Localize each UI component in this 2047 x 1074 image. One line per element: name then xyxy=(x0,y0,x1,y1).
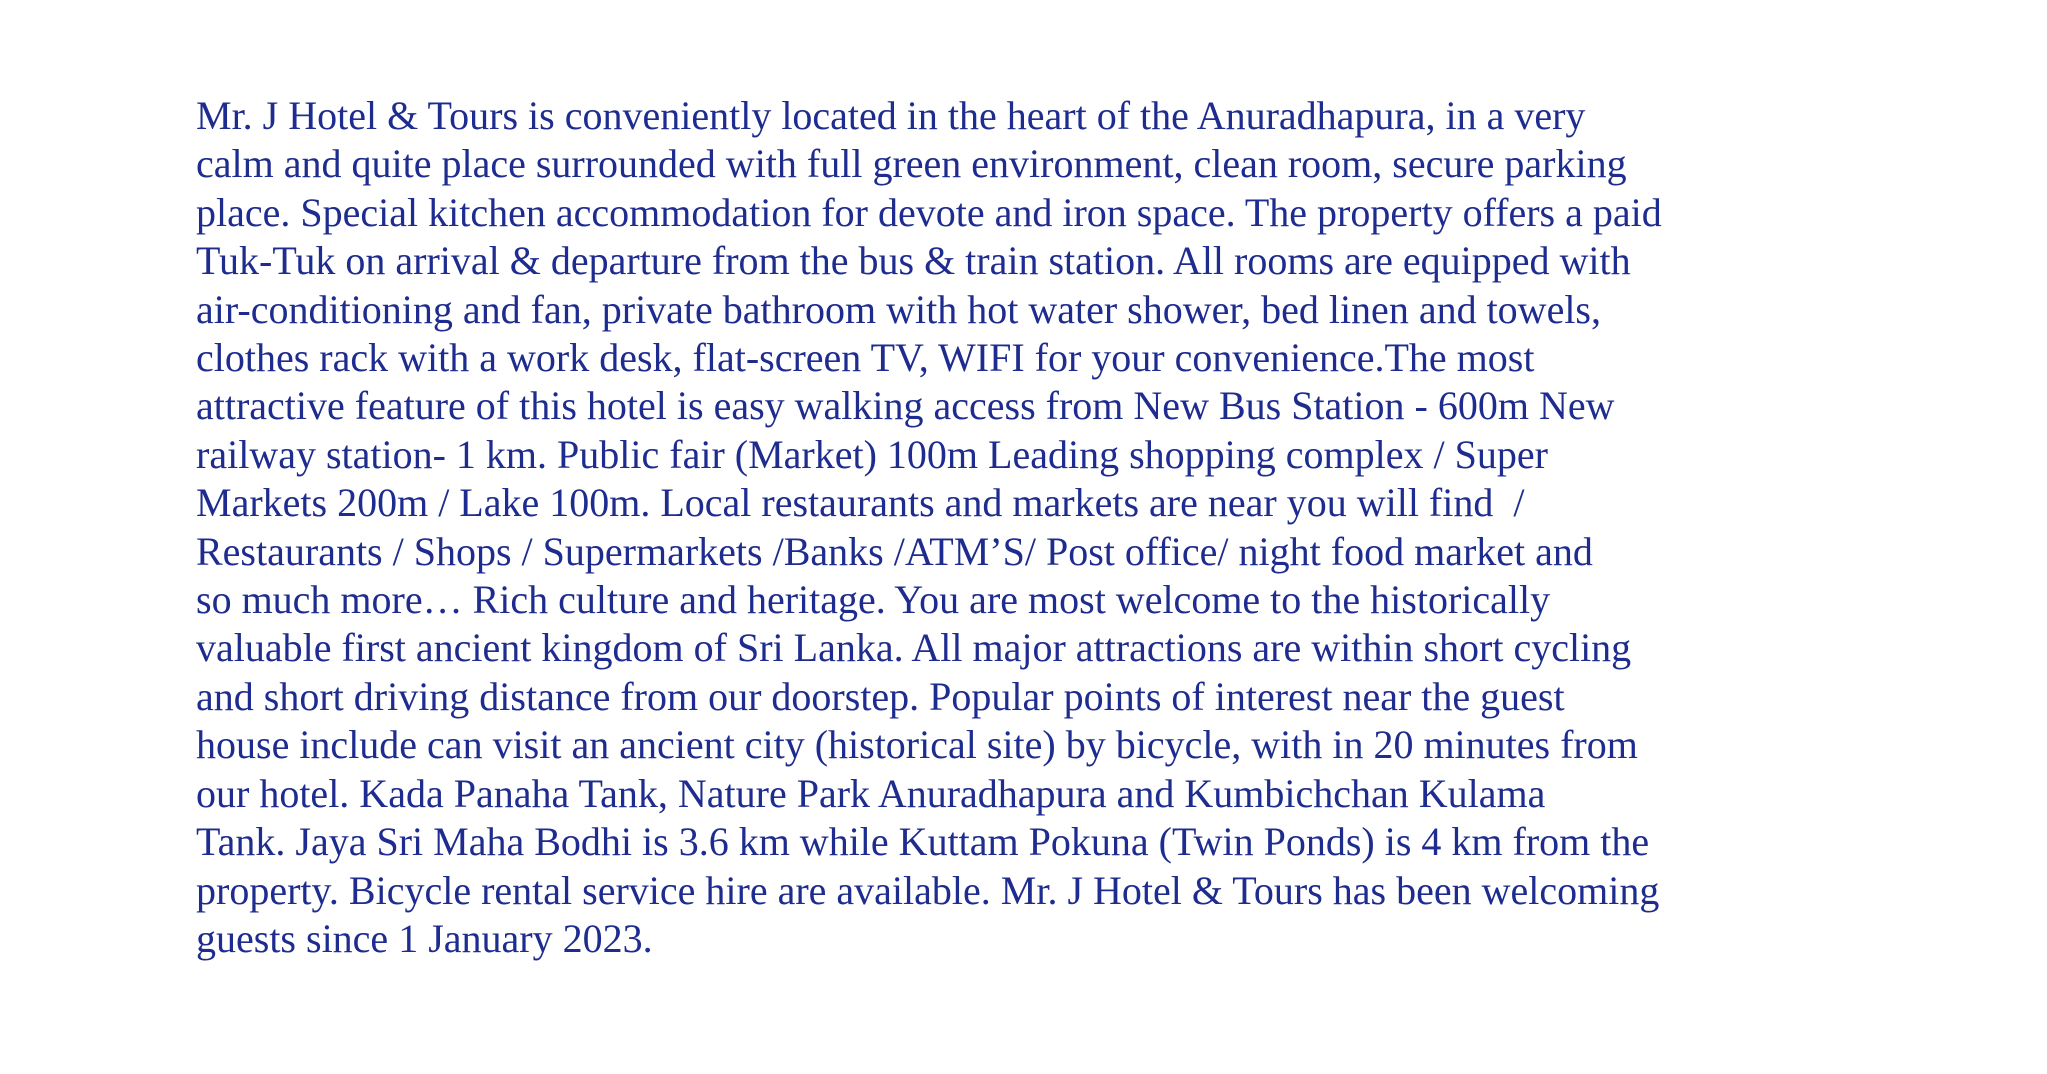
paragraph-line: Tuk-Tuk on arrival & departure from the bus & train station. All rooms are equipped with xyxy=(196,238,1631,284)
paragraph-line: place. Special kitchen accommodation for devote and iron space. The property offers a paid xyxy=(196,189,1662,235)
hotel-description-paragraph xyxy=(196,92,1896,963)
paragraph-line: Tank. Jaya Sri Maha Bodhi is 3.6 km while Kuttam Pokuna (Twin Ponds) is 4 km from the xyxy=(196,819,1650,865)
paragraph-line: Restaurants / Shops / Supermarkets /Banks /ATM’S/ Post office/ night food market and xyxy=(196,528,1593,574)
paragraph-line: valuable first ancient kingdom of Sri Lanka. All major attractions are within short cycling xyxy=(196,625,1632,671)
paragraph-line: and short driving distance from our doorstep. Popular points of interest near the guest xyxy=(196,673,1565,719)
paragraph-line: railway station- 1 km. Public fair (Market) 100m Leading shopping complex / Super xyxy=(196,431,1548,477)
paragraph-line: so much more… Rich culture and heritage. You are most welcome to the historically xyxy=(196,577,1551,623)
paragraph-line: attractive feature of this hotel is easy walking access from New Bus Station - 600m New xyxy=(196,383,1615,429)
paragraph-line: house include can visit an ancient city (historical site) by bicycle, with in 20 minutes from xyxy=(196,722,1638,768)
paragraph-line: air-conditioning and fan, private bathroom with hot water shower, bed linen and towels, xyxy=(196,286,1601,332)
paragraph-line: our hotel. Kada Panaha Tank, Nature Park Anuradhapura and Kumbichchan Kulama xyxy=(196,770,1546,816)
paragraph-line: property. Bicycle rental service hire are available. Mr. J Hotel & Tours has been welcoming xyxy=(196,867,1660,913)
paragraph-line: clothes rack with a work desk, flat-screen TV, WIFI for your convenience.The most xyxy=(196,335,1535,381)
paragraph-line: guests since 1 January 2023. xyxy=(196,915,653,961)
paragraph-line: Mr. J Hotel & Tours is conveniently located in the heart of the Anuradhapura, in a very xyxy=(196,93,1586,138)
paragraph-line: calm and quite place surrounded with full green environment, clean room, secure parking xyxy=(196,141,1627,187)
paragraph-line: Markets 200m / Lake 100m. Local restaurants and markets are near you will find / xyxy=(196,480,1525,526)
